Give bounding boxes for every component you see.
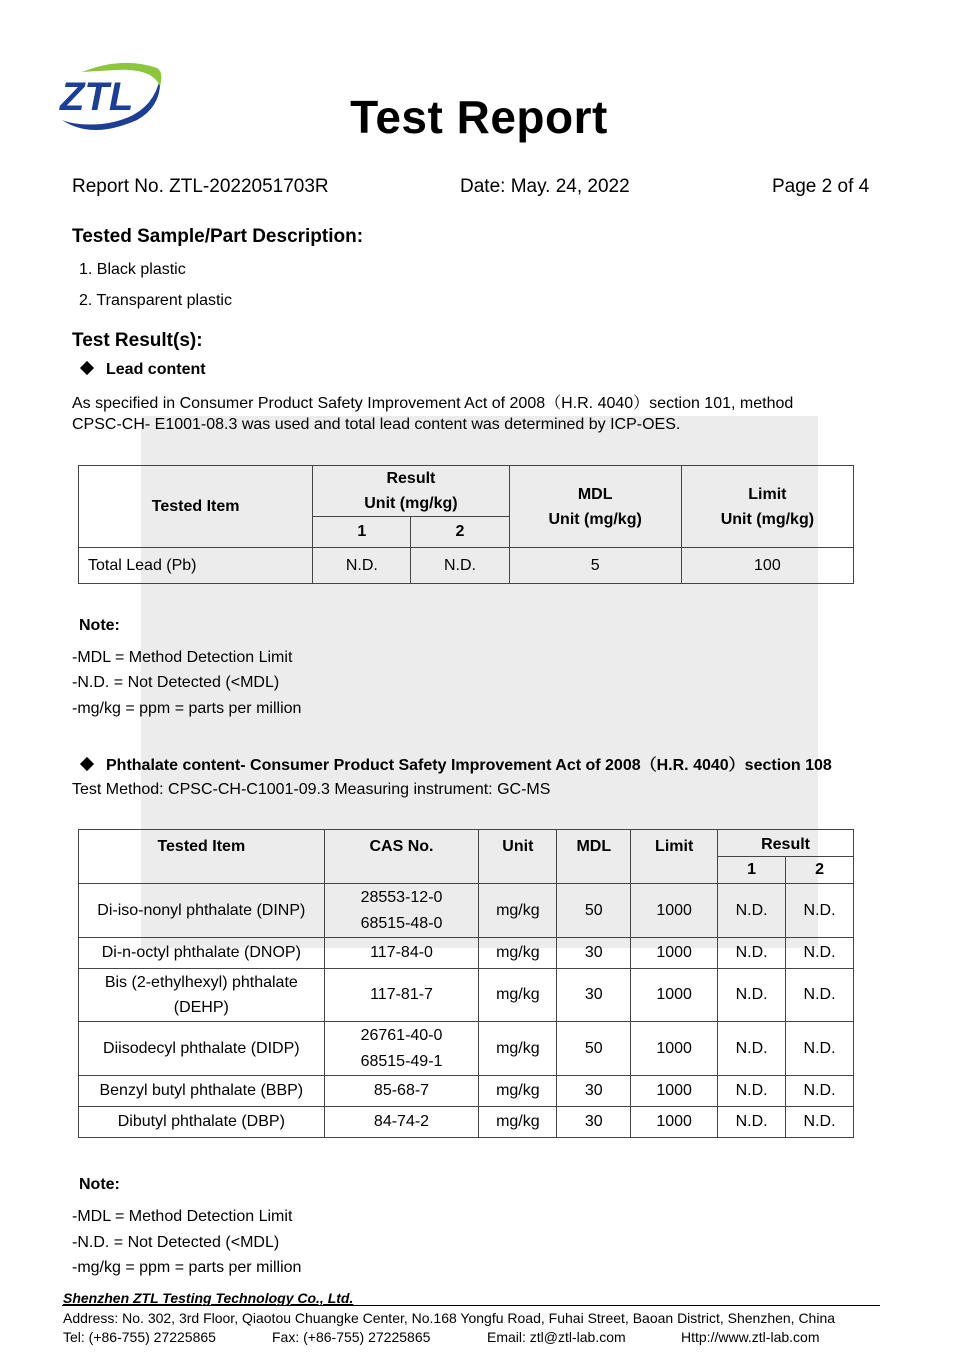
note-line: -N.D. = Not Detected (<MDL)	[72, 1234, 280, 1251]
cell-cas: 85-68-7	[324, 1076, 479, 1107]
cell-limit: 1000	[631, 938, 718, 969]
table-row	[79, 884, 854, 938]
cell-result-2: N.D.	[786, 1076, 854, 1107]
phthalate-method: Test Method: CPSC-CH-C1001-09.3 Measuring instrument: GC-MS	[72, 781, 551, 798]
svg-text:ZTL: ZTL	[60, 75, 134, 119]
table-row	[79, 1107, 854, 1138]
lead-subheading: Lead content	[82, 361, 206, 379]
cell-limit: 1000	[631, 1022, 718, 1076]
header-sample-1: 1	[313, 517, 411, 548]
cell-unit: mg/kg	[479, 1107, 557, 1138]
cell-cas: 26761-40-0 68515-49-1	[324, 1022, 479, 1076]
cell-unit: mg/kg	[479, 1076, 557, 1107]
cell-item: Benzyl butyl phthalate (BBP)	[79, 1076, 325, 1107]
header-result: Result	[718, 830, 854, 857]
report-title: Test Report	[350, 91, 608, 143]
note-line: -MDL = Method Detection Limit	[72, 649, 293, 666]
note-line: -MDL = Method Detection Limit	[72, 1208, 293, 1225]
cell-unit: mg/kg	[479, 969, 557, 1022]
cell-result-2: N.D.	[786, 1022, 854, 1076]
cell-result-1: N.D.	[718, 884, 786, 938]
note-title: Note:	[79, 617, 120, 634]
cell-cas: 117-81-7	[324, 969, 479, 1022]
cell-mdl: 30	[557, 938, 631, 969]
cell-item: Di-n-octyl phthalate (DNOP)	[79, 938, 325, 969]
cell-item: Total Lead (Pb)	[79, 548, 313, 584]
table-row	[79, 548, 854, 584]
cell-unit: mg/kg	[479, 884, 557, 938]
cell-mdl: 5	[509, 548, 681, 584]
cell-result-1: N.D.	[718, 1076, 786, 1107]
cell-limit: 1000	[631, 969, 718, 1022]
diamond-bullet-icon	[80, 361, 94, 375]
note-line: -mg/kg = ppm = parts per million	[72, 700, 302, 717]
header-mdl: MDL	[557, 830, 631, 884]
cell-item: Dibutyl phthalate (DBP)	[79, 1107, 325, 1138]
cell-mdl: 30	[557, 1076, 631, 1107]
lead-result-table	[78, 465, 854, 584]
cell-cas: 117-84-0	[324, 938, 479, 969]
diamond-bullet-icon	[80, 757, 94, 771]
sample-heading: Tested Sample/Part Description:	[72, 226, 364, 247]
cell-mdl: 30	[557, 1107, 631, 1138]
cell-mdl: 50	[557, 884, 631, 938]
page-number: Page 2 of 4	[772, 176, 870, 197]
cell-result-1: N.D.	[718, 1107, 786, 1138]
cell-item: Di-iso-nonyl phthalate (DINP)	[79, 884, 325, 938]
note-line: -mg/kg = ppm = parts per million	[72, 1259, 302, 1276]
header-sample-2: 2	[411, 517, 509, 548]
cell-result-1: N.D.	[313, 548, 411, 584]
cell-limit: 1000	[631, 884, 718, 938]
company-name: Shenzhen ZTL Testing Technology Co., Ltd.	[63, 1290, 354, 1306]
report-number: Report No. ZTL-2022051703R	[72, 176, 329, 197]
sample-item: 2. Transparent plastic	[79, 292, 232, 309]
header-cas: CAS No.	[324, 830, 479, 884]
header-sample-2: 2	[786, 857, 854, 884]
cell-limit: 100	[681, 548, 853, 584]
cell-mdl: 50	[557, 1022, 631, 1076]
cell-cas: 84-74-2	[324, 1107, 479, 1138]
cell-result-2: N.D.	[786, 884, 854, 938]
note-line: -N.D. = Not Detected (<MDL)	[72, 674, 280, 691]
header-tested-item: Tested Item	[79, 830, 325, 884]
cell-unit: mg/kg	[479, 938, 557, 969]
cell-result-2: N.D.	[411, 548, 509, 584]
table-row	[79, 1022, 854, 1076]
footer-email: Email: ztl@ztl-lab.com	[487, 1329, 626, 1345]
header-sample-1: 1	[718, 857, 786, 884]
cell-result-2: N.D.	[786, 1107, 854, 1138]
lead-description-line: As specified in Consumer Product Safety Improvement Act of 2008（H.R. 4040）section 101, method	[72, 395, 794, 412]
cell-limit: 1000	[631, 1076, 718, 1107]
footer-website: Http://www.ztl-lab.com	[681, 1329, 820, 1345]
header-limit: Limit	[631, 830, 718, 884]
header-tested-item: Tested Item	[79, 466, 313, 548]
table-row	[79, 938, 854, 969]
cell-result-2: N.D.	[786, 938, 854, 969]
cell-result-1: N.D.	[718, 969, 786, 1022]
footer-tel: Tel: (+86-755) 27225865	[63, 1329, 216, 1345]
footer-address: Address: No. 302, 3rd Floor, Qiaotou Chuangke Center, No.168 Yongfu Road, Fuhai Street, Baoan District, Shenzhen, China	[63, 1310, 836, 1326]
lead-description-line: CPSC-CH- E1001-08.3 was used and total lead content was determined by ICP-OES.	[72, 416, 681, 433]
header-limit: Limit Unit (mg/kg)	[681, 466, 853, 548]
header-unit: Unit	[479, 830, 557, 884]
note-title: Note:	[79, 1176, 120, 1193]
table-row	[79, 1076, 854, 1107]
cell-mdl: 30	[557, 969, 631, 1022]
sample-item: 1. Black plastic	[79, 261, 186, 278]
cell-result-1: N.D.	[718, 938, 786, 969]
results-heading: Test Result(s):	[72, 330, 203, 351]
cell-result-1: N.D.	[718, 1022, 786, 1076]
phthalate-subheading: Phthalate content- Consumer Product Safety Improvement Act of 2008（H.R. 4040）section 108	[82, 752, 832, 775]
header-result: Result Unit (mg/kg)	[313, 466, 509, 517]
cell-cas: 28553-12-0 68515-48-0	[324, 884, 479, 938]
footer-fax: Fax: (+86-755) 27225865	[272, 1329, 431, 1345]
table-row	[79, 969, 854, 1022]
header-mdl: MDL Unit (mg/kg)	[509, 466, 681, 548]
cell-item: Diisodecyl phthalate (DIDP)	[79, 1022, 325, 1076]
cell-item: Bis (2-ethylhexyl) phthalate (DEHP)	[79, 969, 325, 1022]
report-date: Date: May. 24, 2022	[460, 176, 630, 197]
cell-result-2: N.D.	[786, 969, 854, 1022]
cell-limit: 1000	[631, 1107, 718, 1138]
footer-divider	[62, 1305, 880, 1306]
cell-unit: mg/kg	[479, 1022, 557, 1076]
phthalate-result-table	[78, 829, 854, 1138]
